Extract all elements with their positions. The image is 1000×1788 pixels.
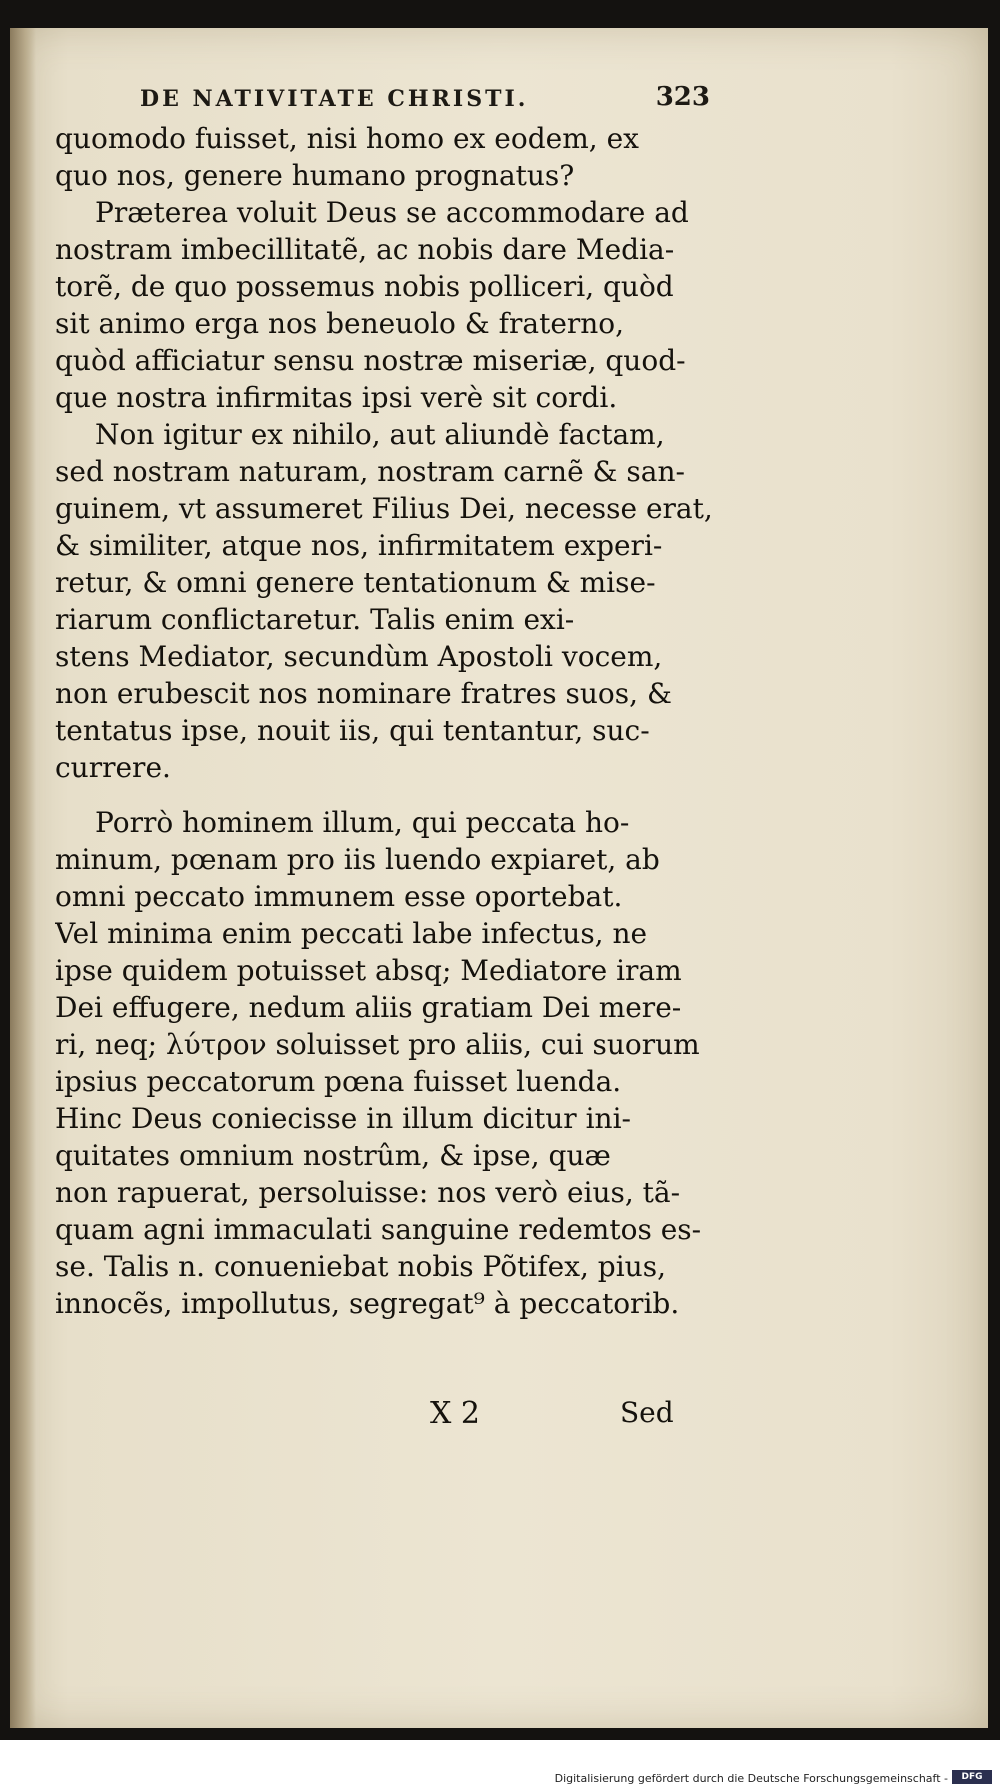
text-line: ipsius peccatorum pœna fuisset luenda.	[55, 1065, 622, 1098]
text-line: & similiter, atque nos, infirmitatem experi-	[55, 529, 663, 562]
text-line: sit animo erga nos beneuolo & fraterno,	[55, 307, 625, 340]
text-line: quo nos, genere humano prognatus?	[55, 159, 575, 192]
text-line: riarum conflictaretur. Talis enim exi-	[55, 603, 575, 636]
page-number: 323	[655, 82, 710, 112]
catchword: Sed	[620, 1396, 674, 1429]
text-line: torẽ, de quo possemus nobis polliceri, quòd	[55, 270, 674, 303]
text-line: non erubescit nos nominare fratres suos, &	[55, 677, 672, 710]
text-line: guinem, vt assumeret Filius Dei, necesse erat,	[55, 492, 713, 525]
text-line: quomodo fuisset, nisi homo ex eodem, ex	[55, 122, 639, 155]
text-line: ipse quidem potuisset absq; Mediatore iram	[55, 954, 682, 987]
dfg-logo-icon: DFG	[952, 1770, 992, 1784]
signature-mark: X 2	[430, 1396, 480, 1431]
text-line: minum, pœnam pro iis luendo expiaret, ab	[55, 843, 660, 876]
text-line: Porrò hominem illum, qui peccata ho-	[95, 806, 630, 839]
page-gutter-shadow	[10, 28, 36, 1728]
body-text	[55, 120, 715, 1322]
text-line: tentatus ipse, nouit iis, qui tentantur, suc-	[55, 714, 650, 747]
text-line: sed nostram naturam, nostram carnẽ & san-	[55, 455, 685, 488]
text-line: se. Talis n. conueniebat nobis Põtifex, pius,	[55, 1250, 666, 1283]
text-line: Dei effugere, nedum aliis gratiam Dei mere-	[55, 991, 682, 1024]
text-line: Non igitur ex nihilo, aut aliundè factam,	[95, 418, 665, 451]
text-line: que nostra infirmitas ipsi verè sit cordi.	[55, 381, 618, 414]
text-line: retur, & omni genere tentationum & mise-	[55, 566, 656, 599]
digitization-credit: Digitalisierung gefördert durch die Deutsche Forschungsgemeinschaft -	[554, 1772, 948, 1785]
text-line: quam agni immaculati sanguine redemtos es-	[55, 1213, 702, 1246]
text-line: Vel minima enim peccati labe infectus, ne	[55, 917, 648, 950]
text-line: currere.	[55, 751, 171, 784]
text-line: innocẽs, impollutus, segregat⁹ à peccatorib.	[55, 1287, 680, 1320]
text-line: quòd afficiatur sensu nostræ miseriæ, quod-	[55, 344, 686, 377]
text-line: non rapuerat, persoluisse: nos verò eius, tã-	[55, 1176, 681, 1209]
text-line: quitates omnium nostrûm, & ipse, quæ	[55, 1139, 611, 1172]
text-line: stens Mediator, secundùm Apostoli vocem,	[55, 640, 663, 673]
book-page	[10, 28, 988, 1728]
running-head: DE NATIVITATE CHRISTI.	[140, 86, 529, 112]
text-line: omni peccato immunem esse oportebat.	[55, 880, 623, 913]
text-line: nostram imbecillitatẽ, ac nobis dare Media-	[55, 233, 675, 266]
text-line: Hinc Deus coniecisse in illum dicitur ini-	[55, 1102, 631, 1135]
text-line: ri, neq; λύτρον soluisset pro aliis, cui suorum	[55, 1028, 700, 1061]
text-line: Præterea voluit Deus se accommodare ad	[95, 196, 689, 229]
